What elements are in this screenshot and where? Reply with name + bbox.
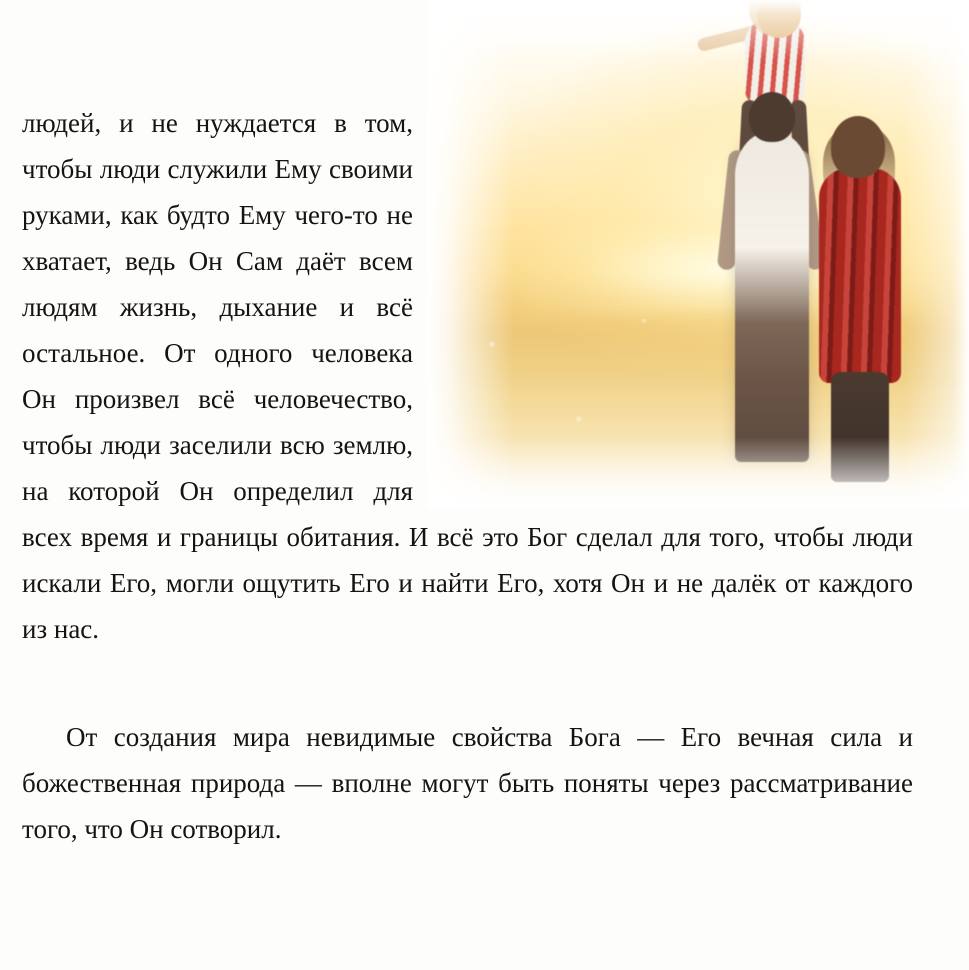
father-head-silhouette bbox=[749, 92, 795, 142]
girl-head-silhouette bbox=[831, 116, 885, 178]
girl-legs-silhouette bbox=[831, 372, 889, 482]
paragraph-gap bbox=[22, 652, 913, 714]
family-sunset-photo bbox=[427, 0, 969, 508]
paragraph-second: От создания мира невидимые свойства Бога — Его вечная сила и божественная природа — вполне могут быть поняты через рассматривание того, что Он сотворил. bbox=[22, 722, 913, 844]
girl-body-silhouette bbox=[819, 168, 901, 383]
father-body-silhouette bbox=[735, 132, 809, 462]
paragraph-continuation: людей, и не нуждается в том, чтобы люди служили Ему своими руками, как будто Ему чего-то не хватает, ведь Он Сам даёт всем людям жизнь, дыхание и всё остальное. От одного человека Он произвел всё человечество, чтобы люди заселили всю землю, на которой Он определил для всех время и границы обитания. И всё это Бог сделал для того, чтобы люди искали Его, могли ощутить Его и найти Его, хотя Он и не далёк от каждого из нас. bbox=[22, 108, 913, 644]
